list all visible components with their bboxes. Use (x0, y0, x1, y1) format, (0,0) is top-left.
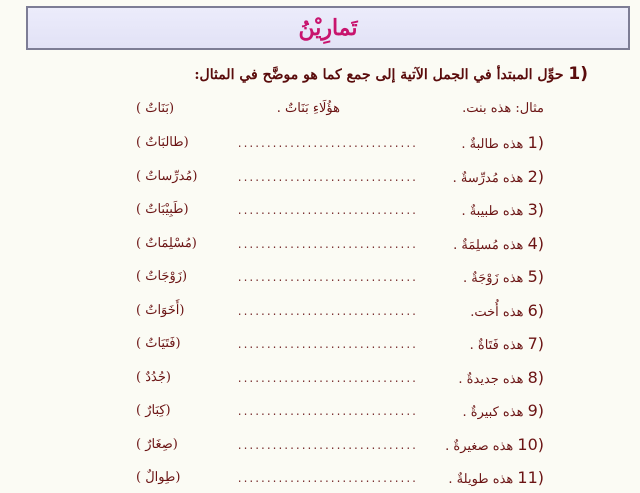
exercise-sentence-text: هذه جديدةٌ . (458, 371, 524, 387)
example-row (0, 96, 640, 122)
exercise-sentence-text: هذه زَوْجَةٌ . (462, 271, 524, 286)
answer-blank[interactable]: ............................... (237, 303, 418, 318)
example-answer: هؤُلَاءِ بَنَاتٌ . (276, 101, 340, 116)
exercise-number: (8 (527, 367, 544, 387)
exercise-row (0, 398, 640, 424)
exercise-sentence-text: هذه صغيرةٌ . (445, 438, 514, 454)
plural-hint: (أَخَوَاتٌ ) (136, 302, 185, 318)
exercise-number: (2 (527, 166, 544, 186)
exercise-sentence (463, 264, 544, 292)
exercise-sentence (458, 365, 544, 393)
exercise-row (0, 365, 640, 391)
exercise-sentence-text: هذه فَتَاةٌ . (469, 338, 524, 353)
exercise-sentence-text: هذه أُخت. (470, 304, 524, 320)
plural-hint: (صِغَارٌ ) (136, 436, 178, 452)
answer-blank[interactable]: ............................... (237, 203, 418, 217)
answer-blank[interactable]: ............................... (237, 136, 418, 150)
exercise-row (0, 264, 640, 290)
exercise-sentence (463, 398, 544, 426)
exercise-number: (4 (527, 233, 544, 253)
plural-hint: (فَتَيَاتٌ ) (136, 336, 181, 351)
exercise-instruction (88, 64, 588, 84)
exercise-sentence-text: هذه طبيبةٌ . (461, 204, 524, 219)
answer-blank[interactable]: ............................... (237, 471, 418, 485)
plural-hint: (طَبِيْبَاتٌ ) (136, 202, 189, 217)
exercise-row (0, 197, 640, 223)
exercise-row (0, 231, 640, 257)
exercise-sentence-text: هذه كبيرةٌ . (462, 405, 524, 420)
exercise-sentence (445, 432, 544, 460)
answer-blank[interactable]: ............................... (237, 404, 418, 418)
exercise-number: (9 (527, 401, 544, 420)
exercise-row (0, 298, 640, 324)
exercise-sentence-text: هذه مُسلِمَةٌ . (453, 237, 524, 253)
exercise-sentence (461, 130, 544, 158)
exercise-sentence (470, 298, 544, 326)
instruction-number: (1 (568, 64, 588, 84)
plural-hint: (طالبَاتٌ ) (136, 135, 189, 150)
exercise-sentence (470, 331, 544, 359)
exercise-sentence (461, 197, 544, 225)
exercise-sentence-text: هذه مُدرِّسةٌ . (452, 170, 524, 186)
exercise-sentence (453, 231, 544, 259)
exercise-row (0, 164, 640, 190)
exercise-number: (11 (517, 468, 544, 487)
exercise-row (0, 331, 640, 357)
plural-hint: (مُسْلِمَاتٌ ) (136, 235, 197, 251)
answer-blank[interactable]: ............................... (237, 270, 418, 284)
exercise-row (0, 432, 640, 458)
answer-blank[interactable]: ............................... (237, 169, 418, 184)
exercise-sentence (453, 164, 544, 192)
instruction-text: حوِّل المبتدأ في الجمل الآتية إلى جمع كما هو موضَّح في المثال: (194, 67, 564, 83)
exercise-number: (10 (517, 434, 544, 454)
answer-blank[interactable]: ............................... (237, 236, 418, 251)
exercise-number: (7 (527, 334, 544, 353)
exercise-row (0, 130, 640, 156)
exercise-sentence (448, 465, 544, 493)
example-label: مثال: هذه بنت. (462, 101, 544, 116)
exercise-row (0, 465, 640, 491)
exercise-number: (6 (527, 300, 544, 320)
example-hint: (بَنَاتٌ ) (136, 101, 175, 116)
exercise-number: (1 (527, 133, 544, 152)
exercise-sentence-text: هذه طويلةٌ . (448, 472, 514, 487)
exercise-number: (5 (527, 267, 544, 286)
plural-hint: (مُدرِّساتٌ ) (136, 168, 198, 184)
plural-hint: (كِبَارٌ ) (136, 403, 171, 418)
plural-hint: (طِوالٌ ) (136, 470, 181, 485)
answer-blank[interactable]: ............................... (237, 337, 418, 351)
exercise-number: (3 (527, 200, 544, 219)
plural-hint: (زَوْجَاتٌ ) (136, 269, 188, 284)
answer-blank[interactable]: ............................... (237, 437, 418, 452)
exercise-sentence-text: هذه طالبةٌ . (461, 137, 524, 152)
answer-blank[interactable]: ............................... (237, 370, 418, 385)
title-banner (26, 6, 630, 50)
page-title: تَمارِيْنُ (298, 15, 358, 41)
plural-hint: (جُدُدٌ ) (136, 369, 171, 385)
